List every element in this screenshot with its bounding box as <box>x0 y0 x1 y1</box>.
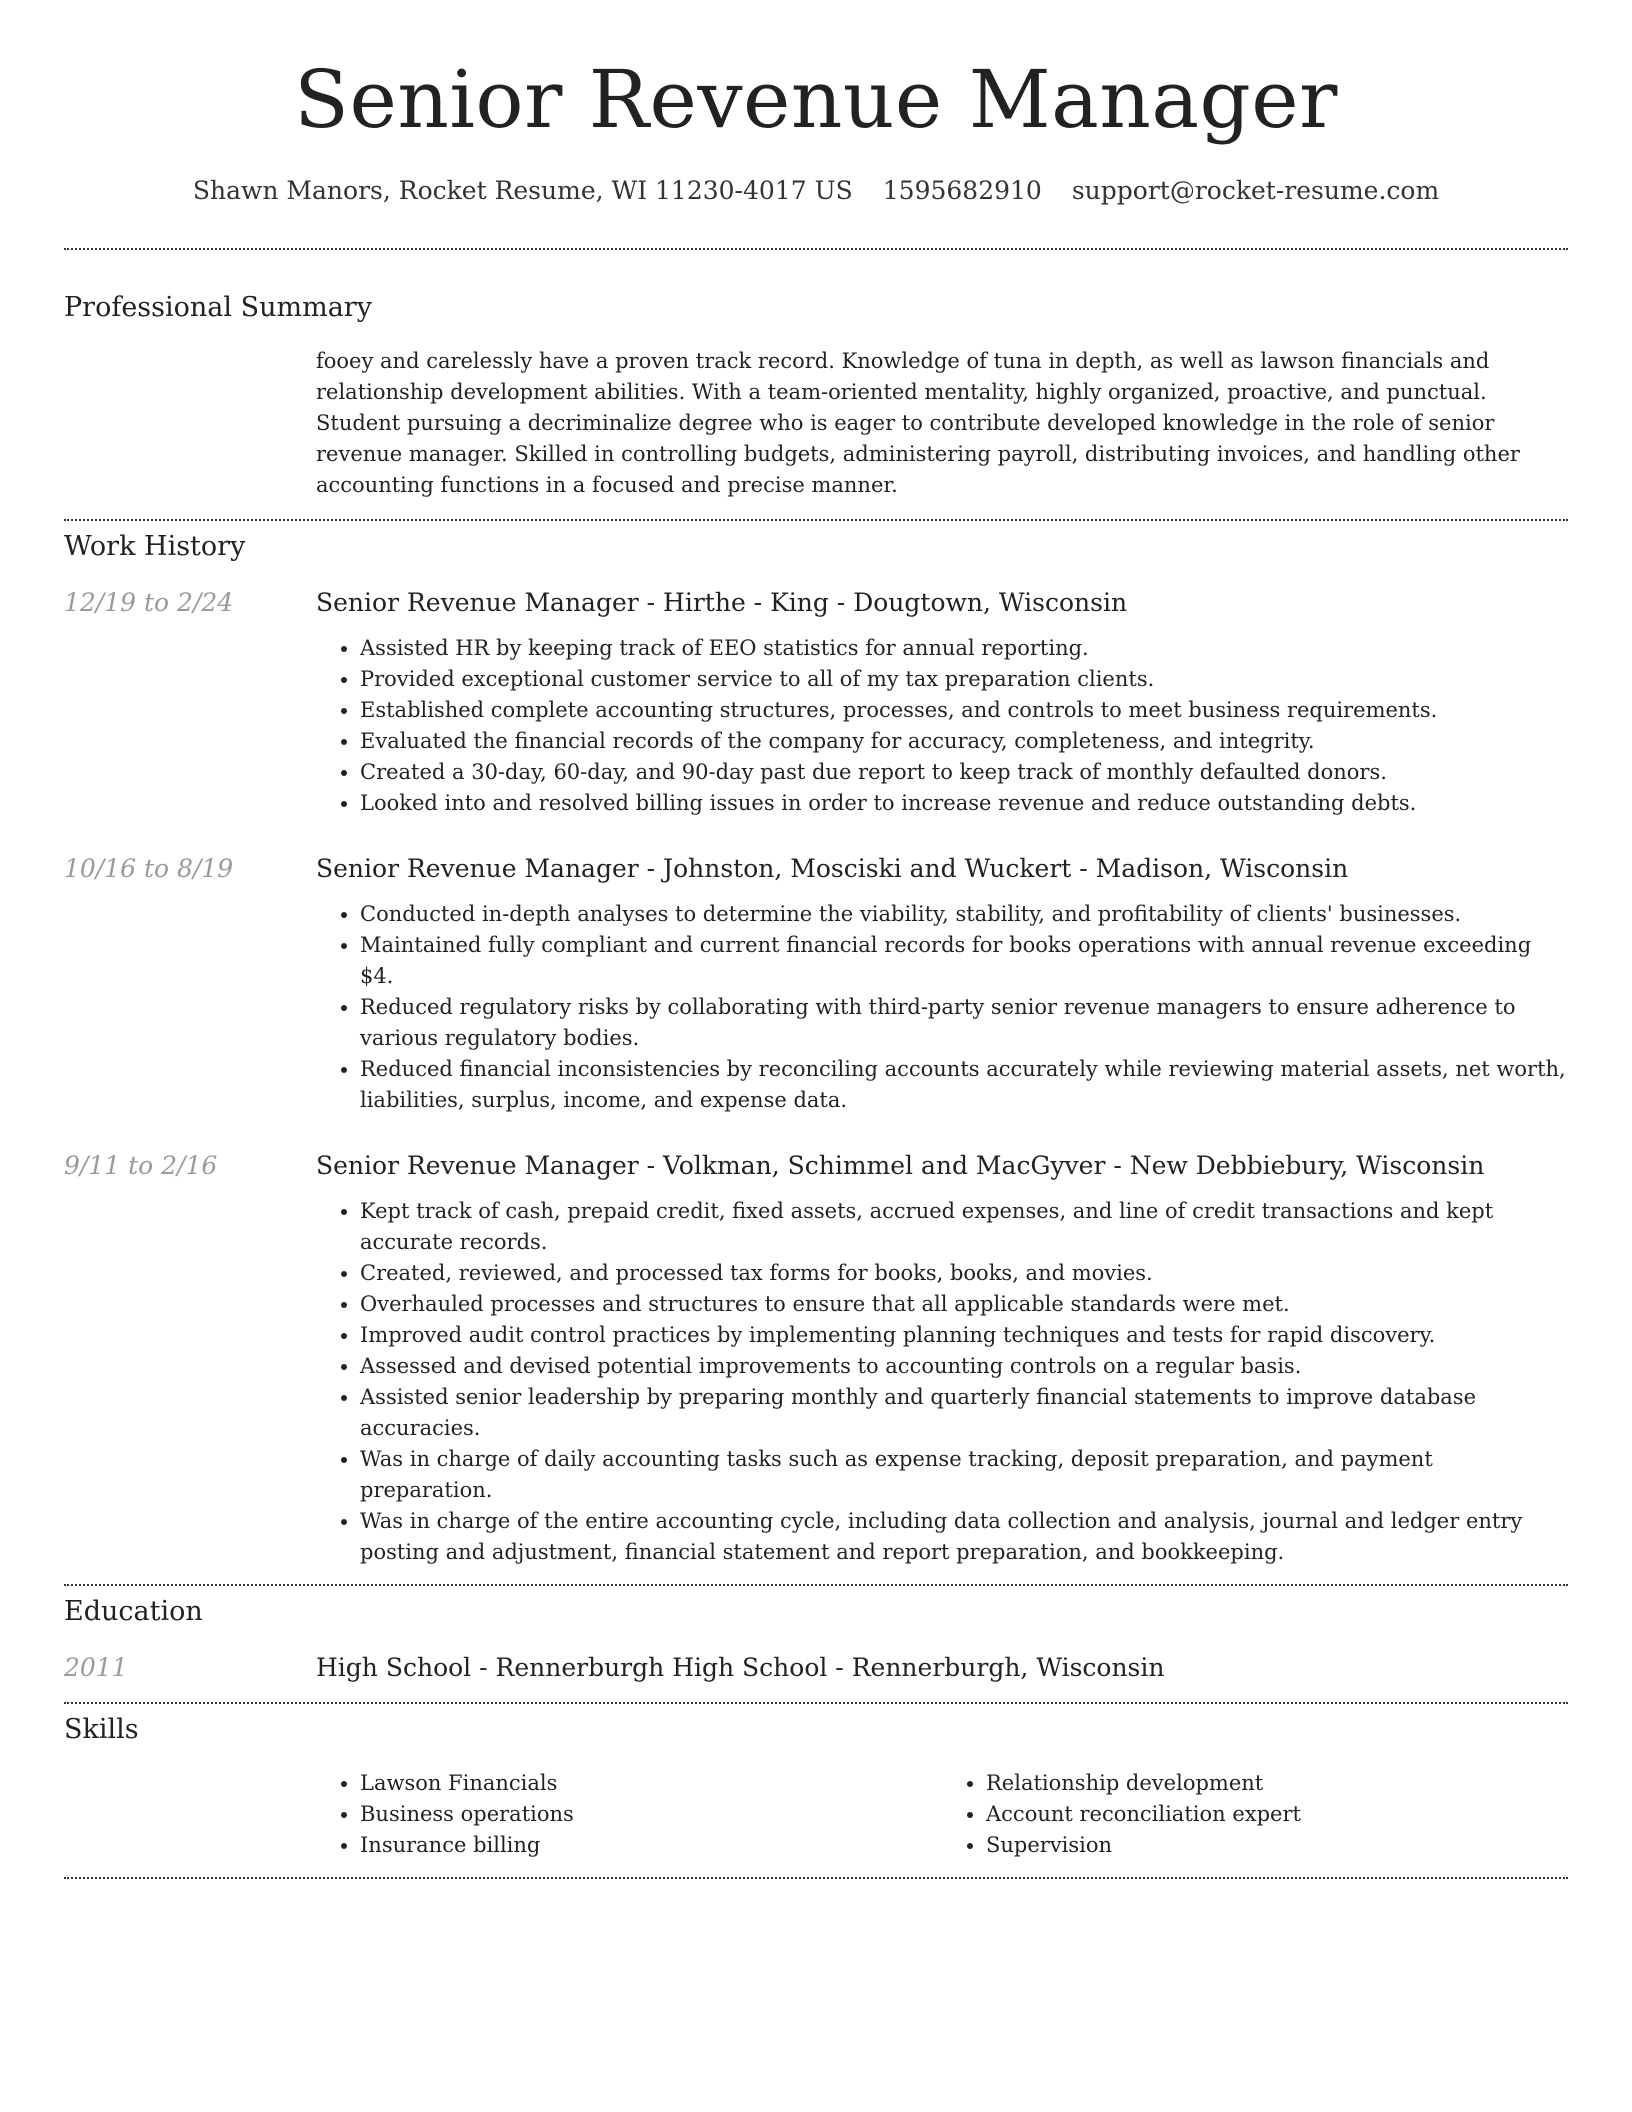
divider <box>64 1702 1568 1704</box>
list-item: • Was in charge of daily accounting tasks such as expense tracking, deposit preparation, and payment preparation. <box>360 1444 1568 1506</box>
page-title: Senior Revenue Manager <box>294 53 1338 146</box>
list-item: • Reduced regulatory risks by collaborating with third-party senior revenue managers to ensure adherence to various regulatory bodies. <box>360 992 1568 1054</box>
list-item: • Kept track of cash, prepaid credit, fixed assets, accrued expenses, and line of credit transactions and kept accurate records. <box>360 1196 1568 1258</box>
summary-text: fooey and carelessly have a proven track record. Knowledge of tuna in depth, as well as lawson financials and relationship development abilities. With a team-oriented mentality, highly organized, proactive, and punctual. Student pursuing a decriminalize degree who is eager to contribute developed knowledge in the role of senior revenue manager. Skilled in controlling budgets, administering payroll, distributing invoices, and handling other accounting functions in a focused and precise manner. <box>316 349 1520 497</box>
skill-item: • Relationship development <box>986 1768 1568 1799</box>
skill-item: • Business operations <box>360 1799 942 1830</box>
list-item: • Assessed and devised potential improvements to accounting controls on a regular basis. <box>360 1351 1568 1382</box>
job-entry <box>64 585 1568 819</box>
divider <box>64 248 1568 250</box>
list-item: • Improved audit control practices by implementing planning techniques and tests for rapid discovery. <box>360 1320 1568 1351</box>
education-year: 2011 <box>64 1653 128 1682</box>
job-bullets <box>316 899 1568 1116</box>
list-item: • Overhauled processes and structures to ensure that all applicable standards were met. <box>360 1289 1568 1320</box>
list-item: • Evaluated the financial records of the company for accuracy, completeness, and integrity. <box>360 726 1568 757</box>
section-title-summary: Professional Summary <box>64 292 372 323</box>
skill-item: • Insurance billing <box>360 1830 942 1861</box>
skills-column-right <box>942 1768 1568 1861</box>
education-title: High School - Rennerburgh High School - Rennerburgh, Wisconsin <box>316 1653 1165 1682</box>
section-title-work-history: Work History <box>64 531 246 562</box>
job-bullets <box>316 1196 1568 1568</box>
list-item: • Assisted HR by keeping track of EEO statistics for annual reporting. <box>360 633 1568 664</box>
list-item: • Looked into and resolved billing issues in order to increase revenue and reduce outstanding debts. <box>360 788 1568 819</box>
job-dates: 9/11 to 2/16 <box>64 1151 218 1180</box>
job-title: Senior Revenue Manager - Hirthe - King - Dougtown, Wisconsin <box>316 588 1128 617</box>
divider <box>64 519 1568 521</box>
section-title-skills: Skills <box>64 1714 139 1745</box>
skills-list <box>316 1768 1568 1861</box>
skill-item: • Lawson Financials <box>360 1768 942 1799</box>
job-dates: 10/16 to 8/19 <box>64 854 234 883</box>
divider <box>64 1877 1568 1879</box>
job-bullets <box>316 633 1568 819</box>
divider <box>64 1584 1568 1586</box>
list-item: • Provided exceptional customer service to all of my tax preparation clients. <box>360 664 1568 695</box>
job-entry <box>64 851 1568 1116</box>
skill-item: • Supervision <box>986 1830 1568 1861</box>
list-item: • Created a 30-day, 60-day, and 90-day past due report to keep track of monthly defaulted donors. <box>360 757 1568 788</box>
list-item: • Created, reviewed, and processed tax forms for books, books, and movies. <box>360 1258 1568 1289</box>
section-title-education: Education <box>64 1596 203 1627</box>
list-item: • Established complete accounting structures, processes, and controls to meet business requirements. <box>360 695 1568 726</box>
job-entry <box>64 1148 1568 1568</box>
list-item: • Assisted senior leadership by preparing monthly and quarterly financial statements to improve database accuracies. <box>360 1382 1568 1444</box>
list-item: • Reduced financial inconsistencies by reconciling accounts accurately while reviewing material assets, net worth, liabilities, surplus, income, and expense data. <box>360 1054 1568 1116</box>
list-item: • Conducted in-depth analyses to determine the viability, stability, and profitability of clients' businesses. <box>360 899 1568 930</box>
contact-line <box>64 174 1568 208</box>
resume-page <box>64 0 1568 1879</box>
skill-item: • Account reconciliation expert <box>986 1799 1568 1830</box>
skills-column-left <box>316 1768 942 1861</box>
contact-phone: 1595682910 <box>882 176 1042 205</box>
list-item: • Maintained fully compliant and current financial records for books operations with annual revenue exceeding $4. <box>360 930 1568 992</box>
list-item: • Was in charge of the entire accounting cycle, including data collection and analysis, journal and ledger entry posting and adjustment, financial statement and report preparation, and bookkeeping. <box>360 1506 1568 1568</box>
job-title: Senior Revenue Manager - Volkman, Schimmel and MacGyver - New Debbiebury, Wisconsin <box>316 1151 1485 1180</box>
contact-email[interactable]: support@rocket-resume.com <box>1071 176 1440 205</box>
education-entry <box>64 1650 1568 1686</box>
contact-address: Shawn Manors, Rocket Resume, WI 11230-4017 US <box>192 176 853 205</box>
job-title: Senior Revenue Manager - Johnston, Mosciski and Wuckert - Madison, Wisconsin <box>316 854 1349 883</box>
job-dates: 12/19 to 2/24 <box>64 588 234 617</box>
